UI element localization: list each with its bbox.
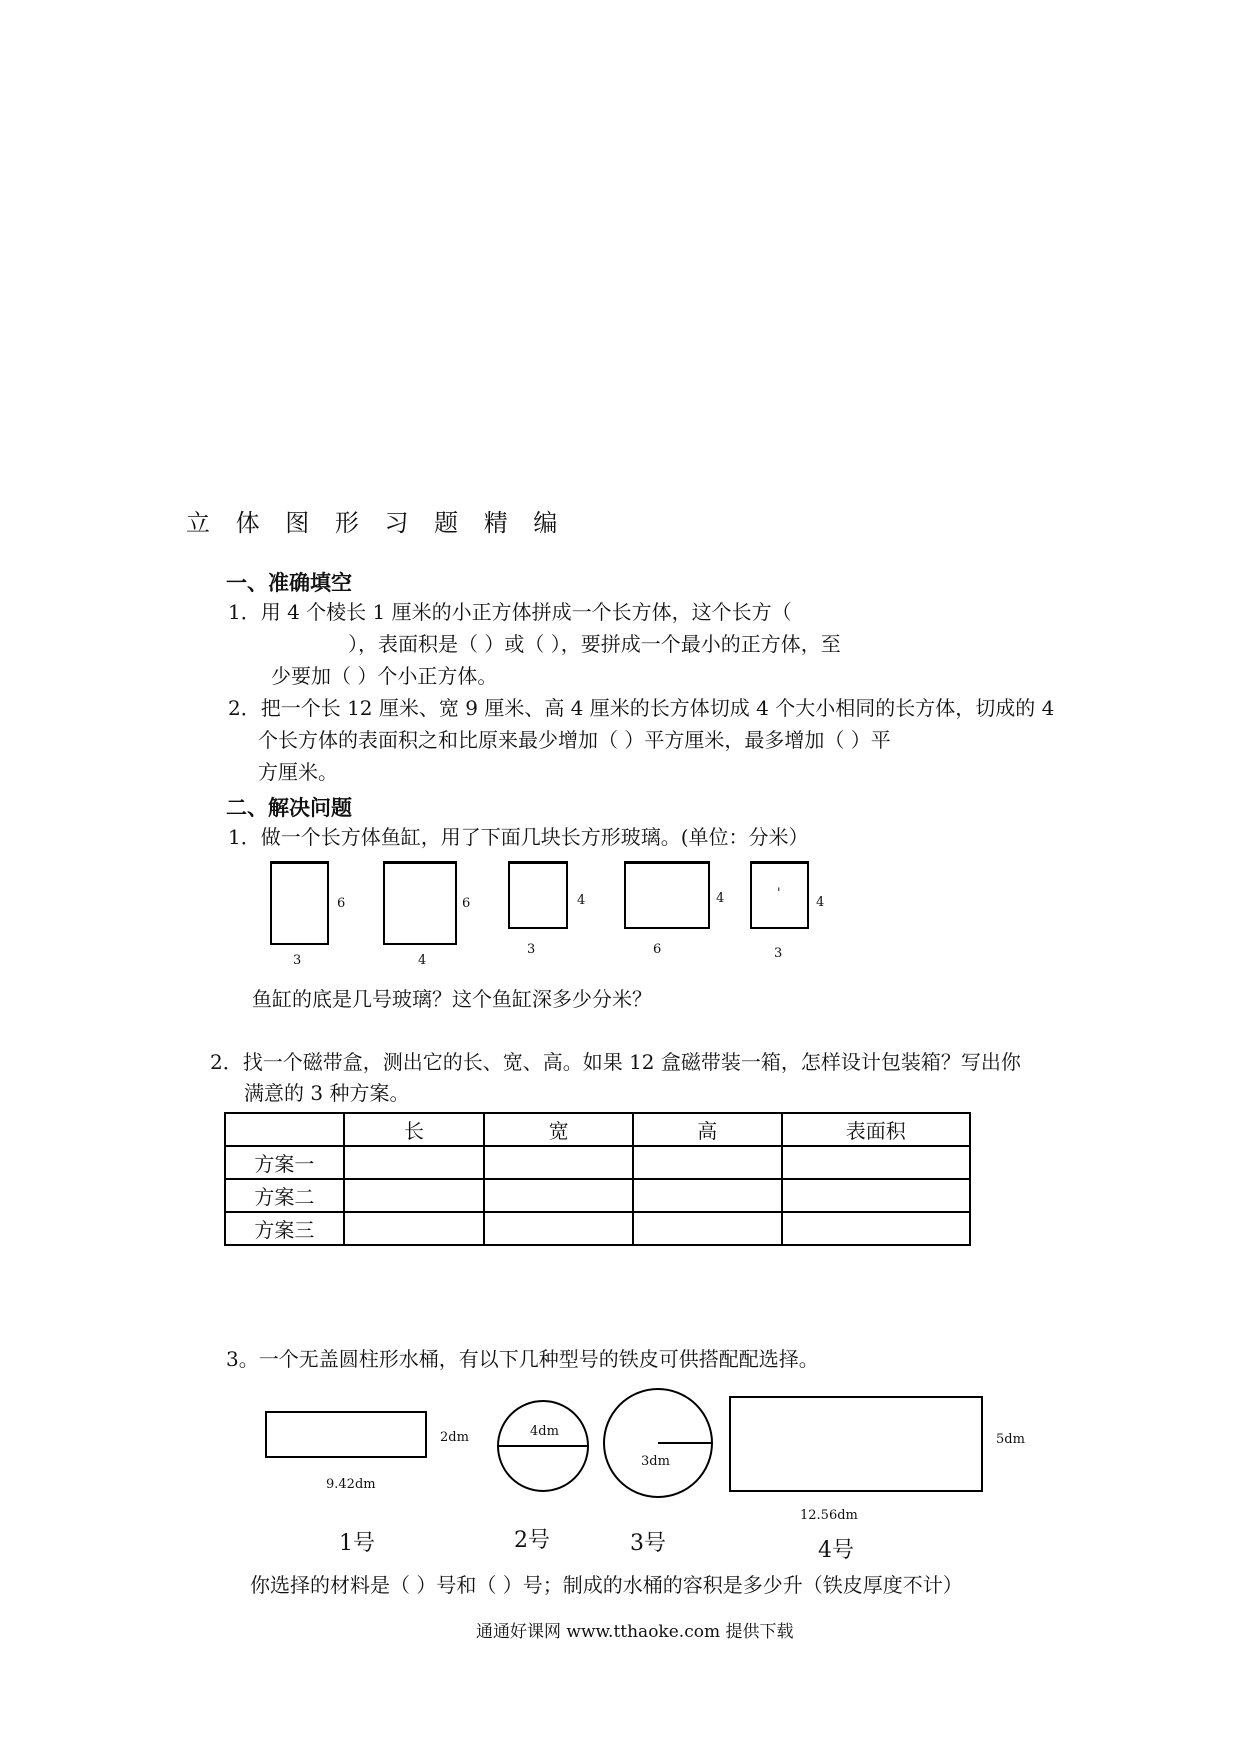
page-title: 立 体 图 形 习 题 精 编 <box>186 509 567 537</box>
s1-q1-line1: 1．用 4 个棱长 1 厘米的小正方体拼成一个长方体，这个长方（ <box>228 600 792 624</box>
s1-q2-line2: 个长方体的表面积之和比原来最少增加（ ）平方厘米，最多增加（ ）平 <box>258 728 891 752</box>
row-label: 方案一 <box>225 1146 344 1179</box>
table-header-cell: 长 <box>344 1113 485 1146</box>
glass-height-label: 4 <box>577 893 586 908</box>
sheet-3-radius-label: 3dm <box>641 1454 670 1469</box>
s2-q3-answer: 你选择的材料是（ ）号和（ ）号；制成的水桶的容积是多少升（铁皮厚度不计） <box>250 1573 963 1597</box>
s1-q1-line3: 少要加（ ）个小正方体。 <box>271 664 498 688</box>
sheet-1-rect <box>266 1412 426 1457</box>
sheet-4-rect <box>730 1397 982 1491</box>
table-header-cell: 高 <box>633 1113 782 1146</box>
sheet-1-height: 2dm <box>440 1430 469 1445</box>
footer: 通通好课网 www.tthaoke.com 提供下载 <box>476 1622 794 1642</box>
table-header-cell: 表面积 <box>782 1113 971 1146</box>
s2-q3-text: 3。一个无盖圆柱形水桶，有以下几种型号的铁皮可供搭配配选择。 <box>226 1347 819 1371</box>
sheet-4-width: 12.56dm <box>800 1508 858 1523</box>
sheet-2-diameter-label: 4dm <box>530 1424 559 1439</box>
glass-height-label: 6 <box>337 896 346 911</box>
glass-width-label: 3 <box>293 953 302 968</box>
glass-width-label: 6 <box>653 942 662 957</box>
section2-heading: 二、解决问题 <box>226 795 352 820</box>
s1-q2-line1: 2．把一个长 12 厘米、宽 9 厘米、高 4 厘米的长方体切成 4 个大小相同的长方体，切成的 4 <box>228 696 1055 720</box>
glass-width-label: 4 <box>418 953 427 968</box>
section1-heading: 一、准确填空 <box>226 570 352 595</box>
sheet-1-label: 1号 <box>339 1531 375 1556</box>
glass-height-label: 4 <box>816 895 825 910</box>
glass-width-label: 3 <box>774 946 783 961</box>
sheet-2-label: 2号 <box>514 1528 550 1553</box>
sheet-4-height: 5dm <box>996 1432 1025 1447</box>
s1-q1-line2: ），表面积是（ ）或（ ），要拼成一个最小的正方体，至 <box>348 632 841 656</box>
glass-height-label: 4 <box>716 891 725 906</box>
glass-width-label: 3 <box>527 942 536 957</box>
s2-q2-line2: 满意的 3 种方案。 <box>244 1081 410 1105</box>
sheet-3-label: 3号 <box>630 1531 666 1556</box>
s2-q2-line1: 2．找一个磁带盒，测出它的长、宽、高。如果 12 盒磁带装一箱，怎样设计包装箱？写出你 <box>210 1050 1021 1074</box>
glass-height-label: 6 <box>462 896 471 911</box>
sheet-4-label: 4号 <box>818 1538 854 1563</box>
sheet-1-width: 9.42dm <box>326 1477 376 1492</box>
s1-q2-line3: 方厘米。 <box>258 760 338 784</box>
row-label: 方案二 <box>225 1179 344 1212</box>
table-header-cell: 宽 <box>484 1113 633 1146</box>
row-label: 方案三 <box>225 1212 344 1245</box>
glass-mark: ' <box>777 886 781 901</box>
s2-q1-question: 鱼缸的底是几号玻璃？这个鱼缸深多少分米？ <box>252 987 652 1011</box>
s2-q1-text: 1．做一个长方体鱼缸，用了下面几块长方形玻璃。(单位：分米） <box>228 825 809 849</box>
